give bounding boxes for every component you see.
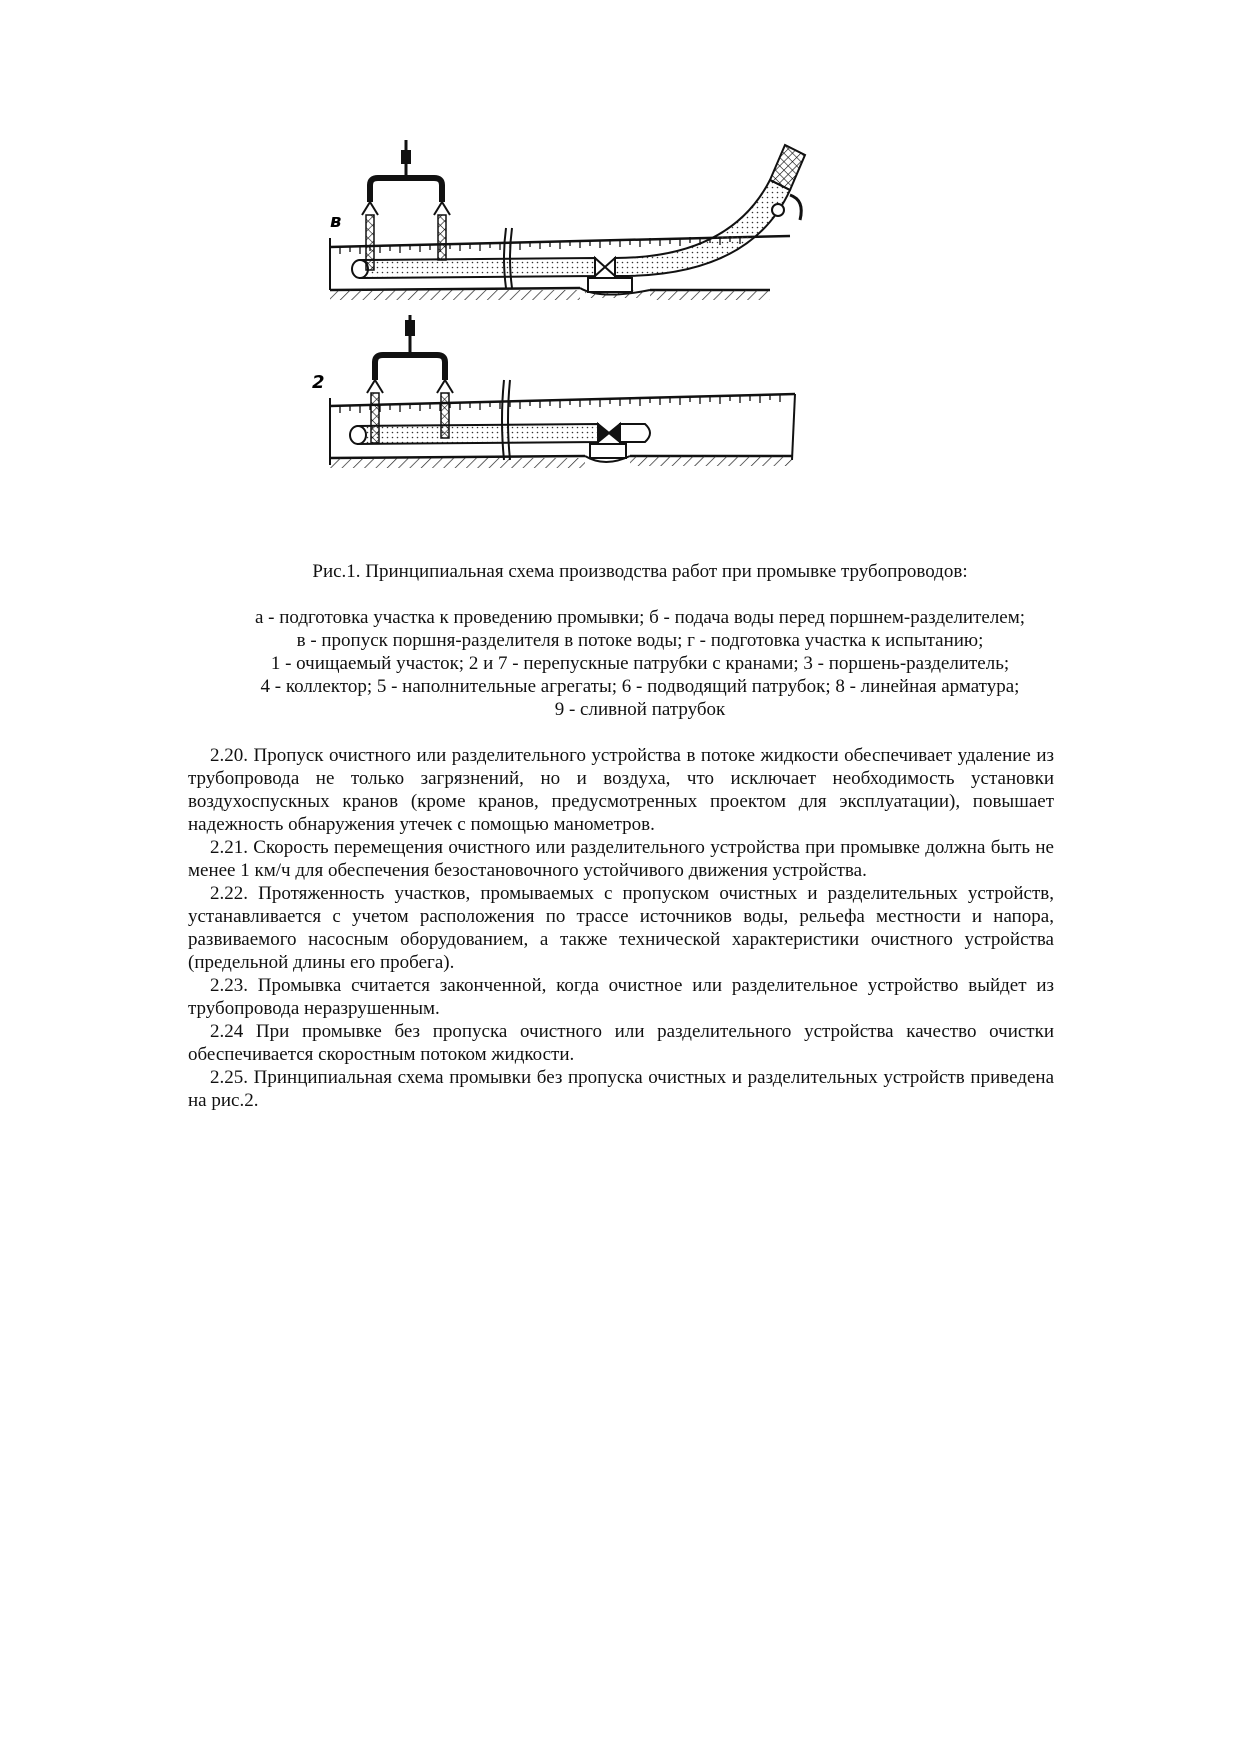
paragraph-2-20: 2.20. Пропуск очистного или разделительного устройства в потоке жидкости обеспечивает удаление из трубопровода не только загрязнений, но и воздуха, что исключает необходимость установки воздухоспускных кранов (кроме кранов, предусмотренных проектом для эксплуатации), повышает надежность обнаружения утечек с помощью манометров.	[188, 745, 1054, 835]
paragraph-2-22: 2.22. Протяженность участков, промываемых с пропуском очистных и разделительных устройств, устанавливается с учетом расположения по трассе источников воды, рельефа местности и напора, развиваемого насосным оборудованием, а также технической характеристики очистного устройства (предельной длины его пробега).	[188, 883, 1054, 973]
panel-g-label: 2	[312, 372, 325, 393]
figure-legend-line: 9 - сливной патрубок	[554, 699, 726, 720]
figure-caption	[150, 560, 1130, 721]
pipeline-v	[352, 145, 805, 292]
lifting-rig-g	[367, 315, 453, 443]
pipeline-g	[350, 424, 650, 458]
paragraph-2-24: 2.24 При промывке без пропуска очистного или разделительного устройства качество очистки обеспечивается скоростным потоком жидкости.	[188, 1021, 1054, 1065]
figure-legend-line: 4 - коллектор; 5 - наполнительные агрегаты; 6 - подводящий патрубок; 8 - линейная арматура;	[260, 676, 1020, 697]
panel-g	[312, 315, 795, 468]
figure-legend-line: 1 - очищаемый участок; 2 и 7 - перепускные патрубки с кранами; 3 - поршень-разделитель;	[270, 653, 1010, 674]
trench-bottom-v	[330, 288, 770, 300]
body-text	[188, 744, 1054, 1112]
paragraph-2-23: 2.23. Промывка считается законченной, когда очистное или разделительное устройство выйдет из трубопровода неразрушенным.	[188, 975, 1054, 1019]
figure-title: Рис.1. Принципиальная схема производства работ при промывке трубопроводов:	[312, 561, 968, 582]
section-break-g	[502, 380, 510, 460]
paragraph-2-21: 2.21. Скорость перемещения очистного или разделительного устройства при промывке должна быть не менее 1 км/ч для обеспечения безостановочного устойчивого движения устройства.	[188, 837, 1054, 881]
figure-legend-line: в - пропуск поршня-разделителя в потоке воды; г - подготовка участка к испытанию;	[296, 630, 984, 651]
paragraph-2-25: 2.25. Принципиальная схема промывки без пропуска очистных и разделительных устройств приведена на рис.2.	[188, 1067, 1054, 1111]
lifting-rig-v	[362, 140, 450, 270]
diagram-svg	[312, 140, 920, 540]
panel-v	[330, 140, 805, 300]
figure-legend-line: а - подготовка участка к проведению промывки; б - подача воды перед поршнем-разделителем;	[254, 607, 1026, 628]
panel-v-label: в	[330, 211, 342, 232]
trench-bottom-g	[330, 456, 792, 468]
pipeline-flushing-diagram	[312, 140, 920, 540]
